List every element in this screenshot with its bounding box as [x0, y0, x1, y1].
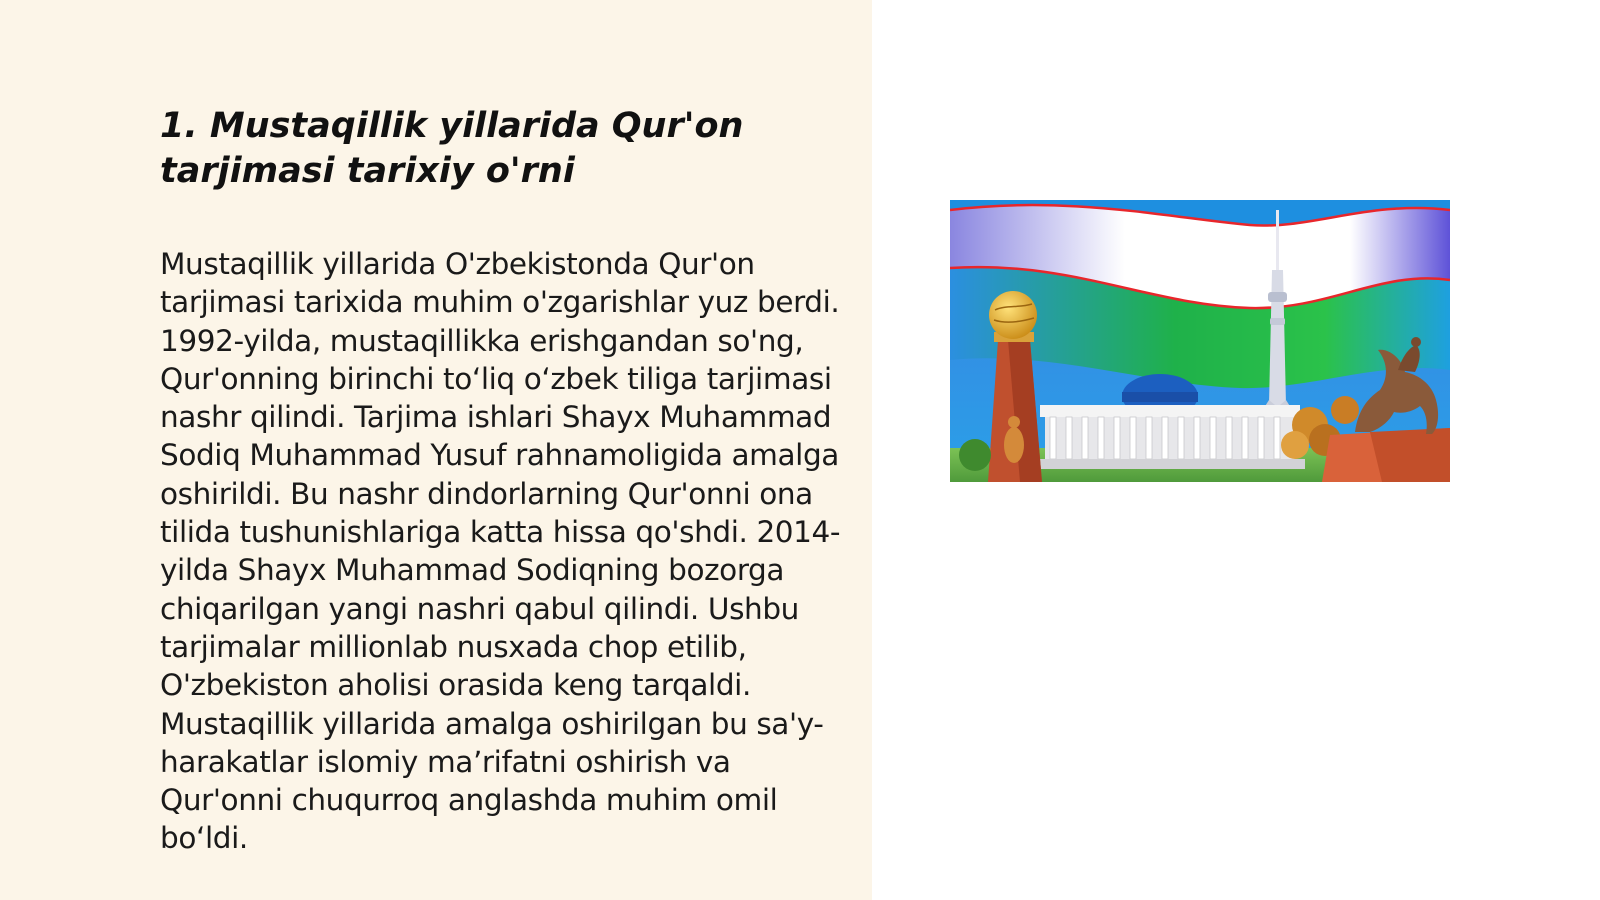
independence-monument: [988, 291, 1042, 482]
uzbekistan-landmarks-illustration: [950, 200, 1450, 482]
slide-title: 1. Mustaqillik yillarida Qur'on tarjimasi tarixiy o'rni: [160, 106, 744, 191]
slide-body: Mustaqillik yillarida O'zbekistonda Qur'on tarjimasi tarixida muhim o'zgarishlar yuz berdi. 1992-yilda, mustaqillikka erishgandan so'ng, Qur'onning birinchi to‘liq o‘zbek tiliga tarjimasi nashr qilindi. Tarjima ishlari Shayx Muhammad Sodiq Muhammad Yusuf rahnamoligida amalga oshirildi. Bu nashr dindorlarning Qur'onni ona tilida tushunishlariga katta hissa qo'shdi. 2014-yilda Shayx Muhammad Sodiqning bozorga chiqarilgan yangi nashri qabul qilindi. Ushbu tarjimalar millionlab nusxada chop etilib, O'zbekiston aholisi orasida keng tarqaldi. Mustaqillik yillarida amalga oshirilgan bu sa'y-harakatlar islomiy ma’rifatni oshirish va Qur'onni chuqurroq anglashda muhim omil bo‘ldi.: [160, 247, 841, 856]
landmarks-svg: [950, 200, 1450, 482]
